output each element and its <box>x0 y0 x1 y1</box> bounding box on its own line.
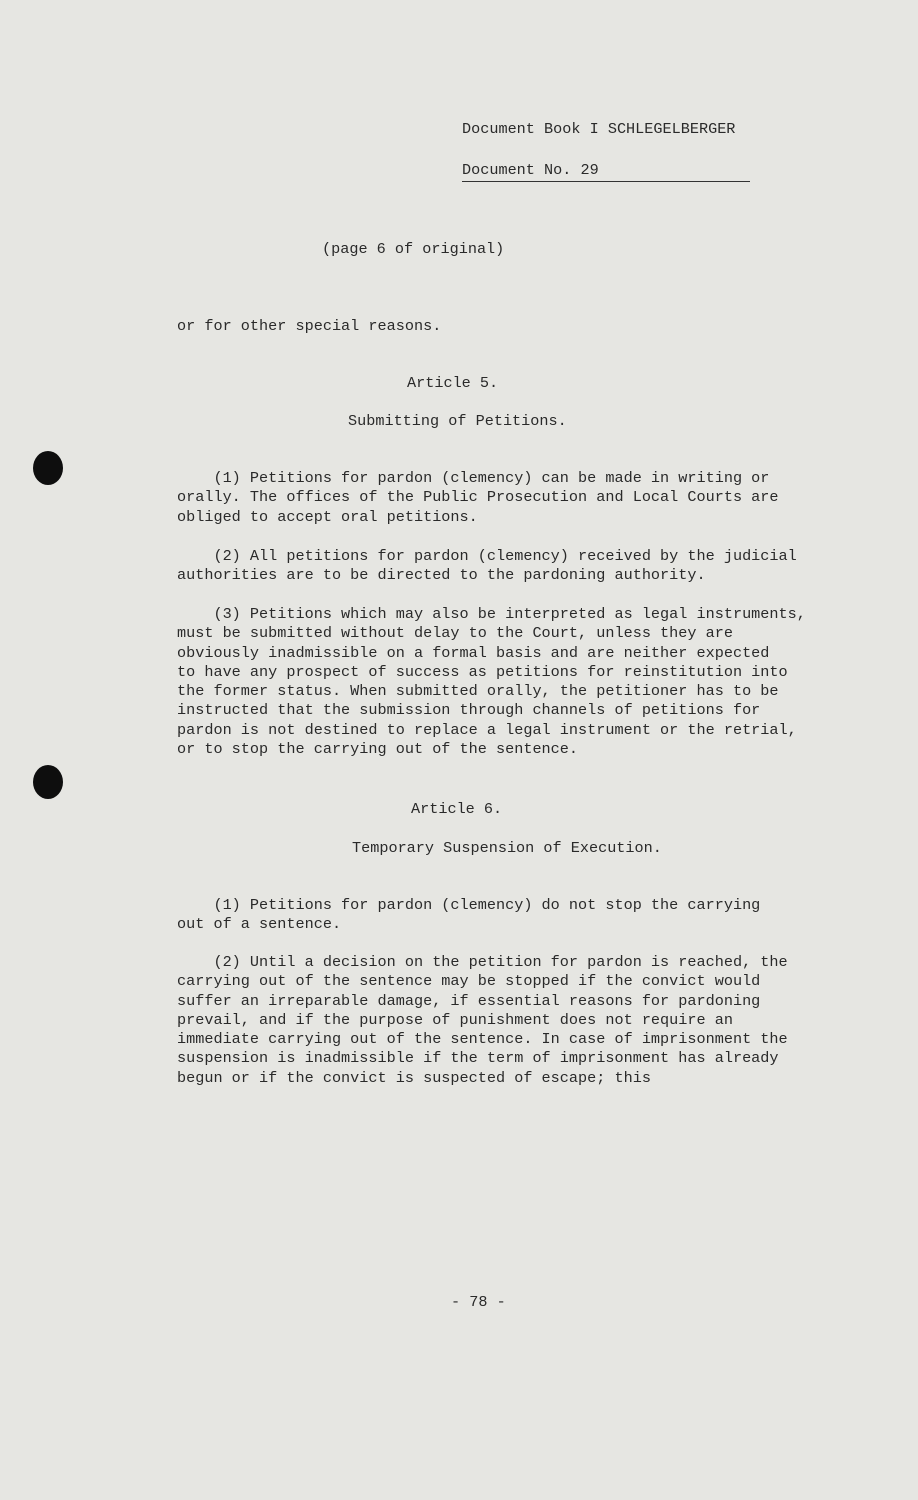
document-number: Document No. 29 <box>462 161 750 182</box>
punch-hole-bottom <box>33 765 63 799</box>
document-book-header: Document Book I SCHLEGELBERGER <box>462 120 736 138</box>
article-5-subtitle: Submitting of Petitions. <box>348 412 567 430</box>
article-6-subtitle: Temporary Suspension of Execution. <box>352 839 662 857</box>
article-5-paragraph-3: (3) Petitions which may also be interpreted as legal instruments, must be submitted without delay to the Court, unless they are obviously inadmissible on a formal basis and are neither expected to have any prospect of success as petitions for reinstitution into the former status. When submitted orally, the petitioner has to be instructed that the submission through channels of petitions for pardon is not destined to replace a legal instrument or the retrial, or to stop the carrying out of the sentence. <box>177 605 806 759</box>
article-5-paragraph-2: (2) All petitions for pardon (clemency) received by the judicial authorities are to be directed to the pardoning authority. <box>177 547 797 585</box>
article-6-title: Article 6. <box>411 800 503 818</box>
intro-line: or for other special reasons. <box>177 317 442 335</box>
article-6-paragraph-1: (1) Petitions for pardon (clemency) do not stop the carrying out of a sentence. <box>177 896 761 934</box>
article-5-paragraph-1: (1) Petitions for pardon (clemency) can be made in writing or orally. The offices of the Public Prosecution and Local Courts are obliged to accept oral petitions. <box>177 469 779 526</box>
article-5-title: Article 5. <box>407 374 499 392</box>
punch-hole-top <box>33 451 63 485</box>
article-6-paragraph-2: (2) Until a decision on the petition for pardon is reached, the carrying out of the sentence may be stopped if the convict would suffer an irreparable damage, if essential reasons for pardoning prevail, and if the purpose of punishment does not require an immediate carrying out of the sentence. In case of imprisonment the suspension is inadmissible if the term of imprisonment has already begun or if the convict is suspected of escape; this <box>177 953 788 1087</box>
page-number: - 78 - <box>451 1293 506 1311</box>
page-of-original: (page 6 of original) <box>322 240 505 258</box>
